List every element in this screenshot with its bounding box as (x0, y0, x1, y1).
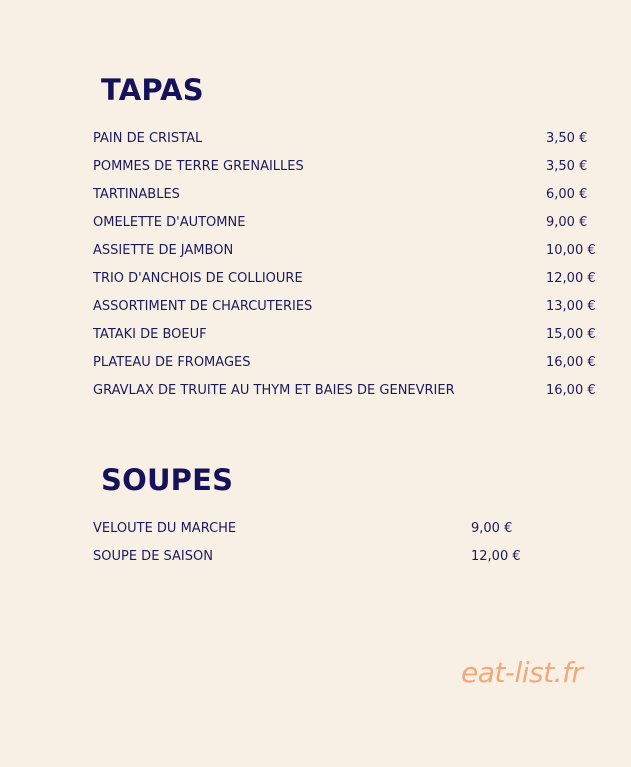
menu-item (93, 548, 533, 576)
menu-item-name: VELOUTE DU MARCHE (93, 521, 237, 536)
menu-item-price: 9,00 € (471, 521, 513, 536)
menu-item-price: 16,00 € (546, 355, 596, 370)
watermark-text: eat-list.fr (461, 656, 583, 689)
menu-item (93, 354, 603, 382)
menu-item (93, 270, 603, 298)
menu-item (93, 130, 603, 158)
menu-item-price: 10,00 € (546, 243, 596, 258)
menu-item-name: ASSORTIMENT DE CHARCUTERIES (93, 299, 313, 314)
menu-item-price: 6,00 € (546, 187, 588, 202)
menu-item-price: 13,00 € (546, 299, 596, 314)
menu-item (93, 242, 603, 270)
menu-item (93, 214, 603, 242)
menu-item-name: TRIO D'ANCHOIS DE COLLIOURE (93, 271, 303, 286)
menu-item (93, 158, 603, 186)
soupes-menu-list (93, 520, 533, 576)
menu-item-price: 12,00 € (546, 271, 596, 286)
menu-item-price: 3,50 € (546, 131, 588, 146)
menu-item-name: PLATEAU DE FROMAGES (93, 355, 251, 370)
menu-item-price: 12,00 € (471, 549, 521, 564)
section-title-tapas: TAPAS (101, 73, 204, 107)
menu-item (93, 382, 603, 410)
menu-item (93, 298, 603, 326)
menu-item-name: OMELETTE D'AUTOMNE (93, 215, 246, 230)
menu-item (93, 326, 603, 354)
menu-item-name: SOUPE DE SAISON (93, 549, 213, 564)
menu-item-price: 16,00 € (546, 383, 596, 398)
menu-item-name: POMMES DE TERRE GRENAILLES (93, 159, 304, 174)
menu-item-name: GRAVLAX DE TRUITE AU THYM ET BAIES DE GENEVRIER (93, 383, 455, 398)
menu-item-price: 3,50 € (546, 159, 588, 174)
menu-item-name: PAIN DE CRISTAL (93, 131, 203, 146)
section-title-soupes: SOUPES (101, 463, 234, 497)
tapas-menu-list (93, 130, 603, 410)
menu-item-name: TARTINABLES (93, 187, 180, 202)
menu-item (93, 186, 603, 214)
menu-item-name: TATAKI DE BOEUF (93, 327, 207, 342)
menu-item-price: 15,00 € (546, 327, 596, 342)
menu-item-price: 9,00 € (546, 215, 588, 230)
menu-item-name: ASSIETTE DE JAMBON (93, 243, 234, 258)
menu-item (93, 520, 533, 548)
